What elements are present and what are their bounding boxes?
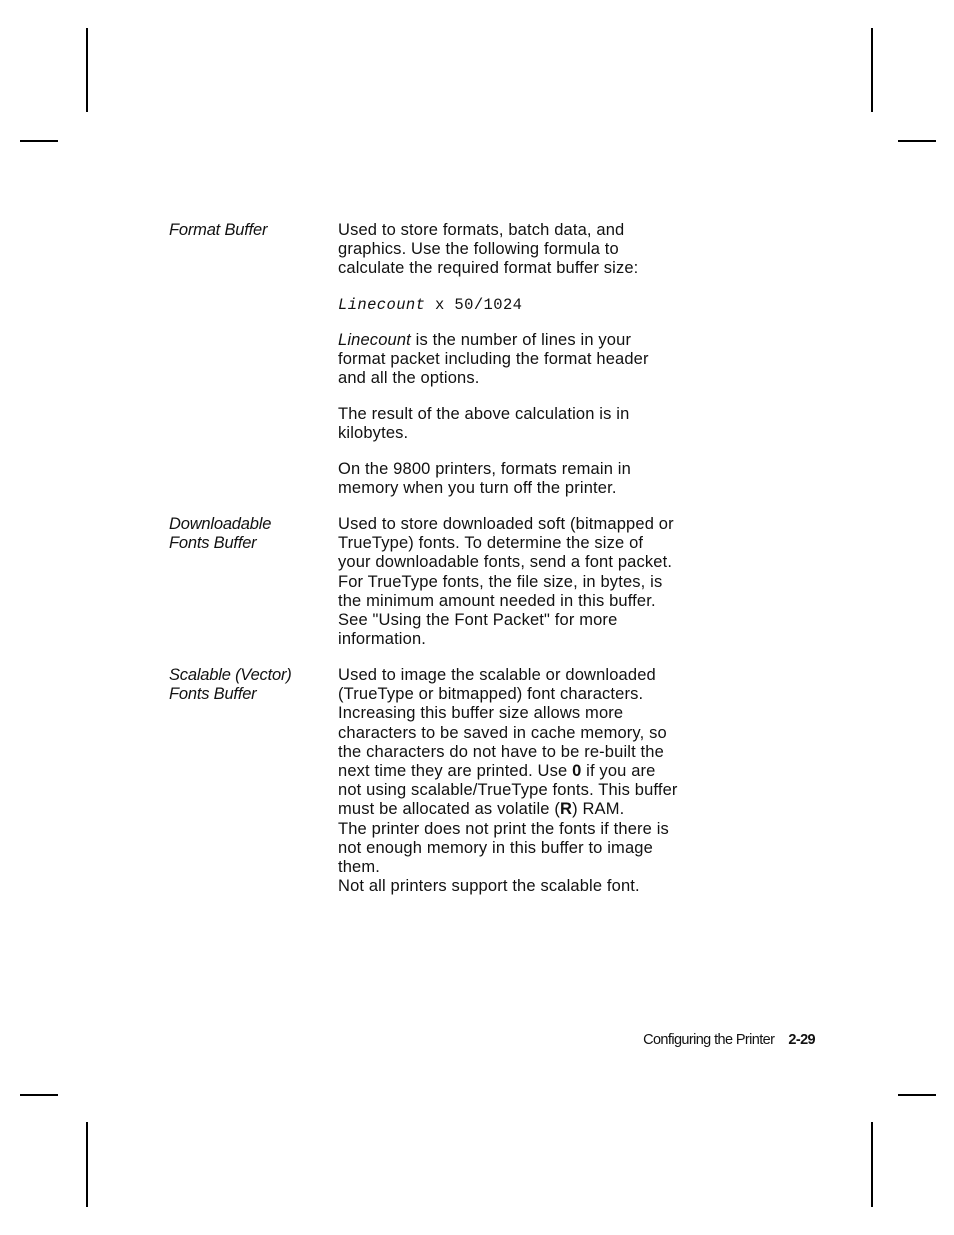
paragraph-kilobytes: The result of the above calculation is in kilobytes. <box>338 405 630 443</box>
crop-mark <box>86 28 88 112</box>
definition-format-buffer: Used to store formats, batch data, and graphics. Use the following formula to calculate the required format buffer size: <box>338 221 639 278</box>
page-number: 2-29 <box>788 1032 815 1048</box>
crop-mark <box>20 140 58 142</box>
term-format-buffer: Format Buffer <box>169 221 268 239</box>
paragraph-linecount: Linecount is the number of lines in your format packet including the format header and all the options. <box>338 331 649 388</box>
crop-mark <box>86 1122 88 1207</box>
formula <box>338 296 738 315</box>
footer-section-title: Configuring the Printer <box>643 1032 775 1048</box>
crop-mark <box>898 1094 936 1096</box>
page-footer <box>643 1032 815 1048</box>
formula-variable: Linecount <box>338 296 426 314</box>
term-downloadable-fonts-buffer: Downloadable Fonts Buffer <box>169 515 272 553</box>
term-scalable-fonts-buffer: Scalable (Vector) Fonts Buffer <box>169 666 292 704</box>
definition-downloadable-fonts-buffer: Used to store downloaded soft (bitmapped or TrueType) fonts. To determine the size of your downloadable fonts, send a font packet. For TrueType fonts, the file size, in bytes, is the minimum amount needed in this buffer. See "Using the Font Packet" for more information. <box>338 515 674 649</box>
crop-mark <box>871 1122 873 1207</box>
definition-scalable-fonts-buffer: Used to image the scalable or downloaded (TrueType or bitmapped) font characters. Increasing this buffer size allows more characters to be saved in cache memory, so the characters do not have to be re-built the next time they are printed. Use 0 if you are not using scalable/TrueType fonts. This buffer must be allocated as volatile (R) RAM. The printer does not print the fonts if there is not enough memory in this buffer to image them. Not all printers support the scalable font. <box>338 666 678 896</box>
bold-r: R <box>560 800 573 819</box>
crop-mark <box>871 28 873 112</box>
bold-zero: 0 <box>572 762 582 781</box>
formula-expression: x 50/1024 <box>435 296 523 314</box>
paragraph-9800: On the 9800 printers, formats remain in memory when you turn off the printer. <box>338 460 631 498</box>
linecount-term: Linecount <box>338 331 411 349</box>
crop-mark <box>20 1094 58 1096</box>
crop-mark <box>898 140 936 142</box>
